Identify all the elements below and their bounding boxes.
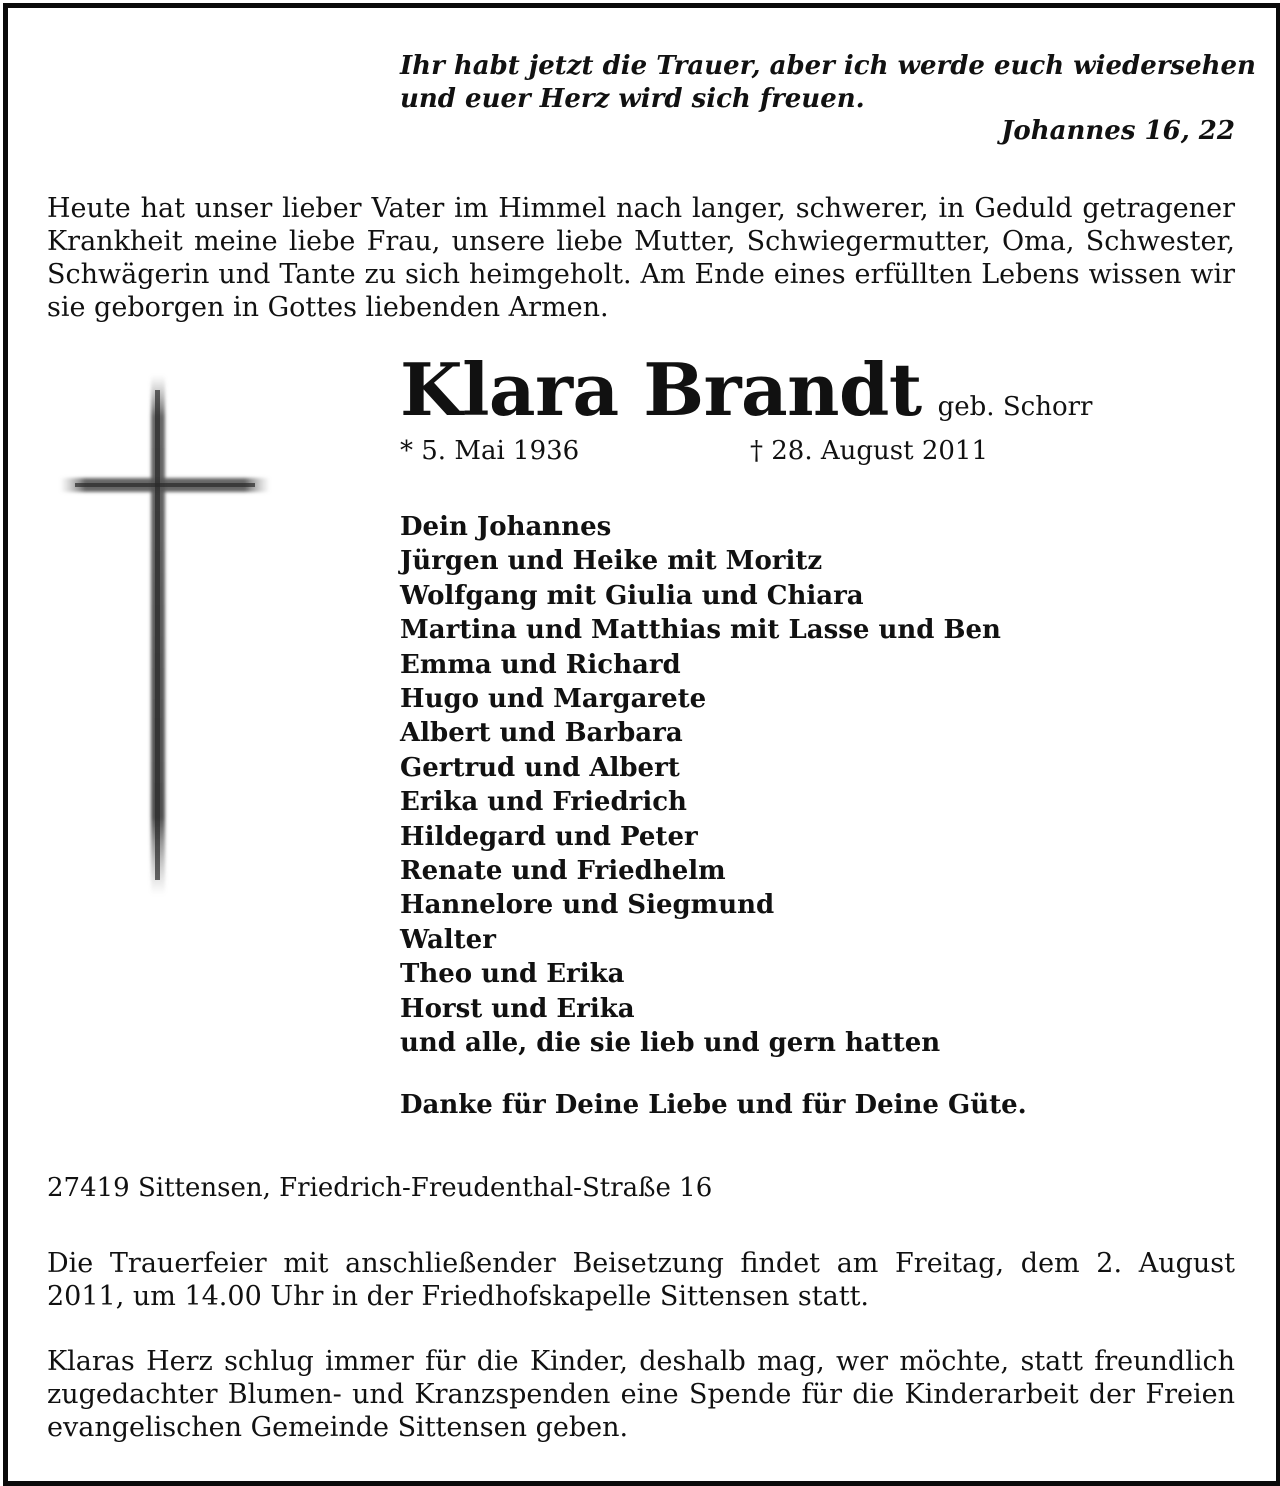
list-item: Emma und Richard <box>400 649 681 680</box>
list-item: Walter <box>400 924 496 955</box>
bible-quote-line-1: Ihr habt jetzt die Trauer, aber ich werde euch wiedersehen <box>400 51 1256 81</box>
donation-paragraph: Klaras Herz schlug immer für die Kinder, deshalb mag, wer möchte, statt freundlich zugedachter Blumen- und Kranzspenden eine Spende für die Kinderarbeit der Freien evangelischen Gemeinde Sittensen geben. <box>47 1346 1235 1443</box>
list-item: Renate und Friedhelm <box>400 856 726 887</box>
list-item: Erika und Friedrich <box>400 787 687 818</box>
maiden-name: geb. Schorr <box>937 392 1093 422</box>
list-item: Dein Johannes <box>400 512 612 542</box>
cross-icon <box>55 370 275 900</box>
list-item: Jürgen und Heike mit Moritz <box>400 546 823 577</box>
death-date: † 28. August 2011 <box>750 436 989 466</box>
list-item: Hugo und Margarete <box>400 684 707 715</box>
bible-reference: Johannes 16, 22 <box>1001 116 1235 146</box>
list-item: Wolfgang mit Giulia und Chiara <box>400 580 864 611</box>
list-item: Martina und Matthias mit Lasse und Ben <box>400 615 1001 646</box>
deceased-name: Klara Brandt <box>400 347 922 432</box>
list-item: Hannelore und Siegmund <box>400 890 775 921</box>
list-item: und alle, die sie lieb und gern hatten <box>400 1028 941 1059</box>
bible-quote-line-2: und euer Herz wird sich freuen. <box>400 84 865 114</box>
thanks-line: Danke für Deine Liebe und für Deine Güte. <box>400 1090 1027 1120</box>
bible-quote <box>400 50 1256 116</box>
family-address: 27419 Sittensen, Friedrich-Freudenthal-Straße 16 <box>47 1173 713 1203</box>
list-item: Albert und Barbara <box>400 718 683 749</box>
list-item: Theo und Erika <box>400 959 625 990</box>
list-item: Gertrud und Albert <box>400 752 680 783</box>
list-item: Horst und Erika <box>400 993 635 1024</box>
funeral-service-paragraph: Die Trauerfeier mit anschließender Beisetzung findet am Freitag, dem 2. August 2011, um 14.00 Uhr in der Friedhofskapelle Sittensen statt. <box>47 1248 1235 1312</box>
mourners-list <box>400 510 1220 1061</box>
intro-paragraph: Heute hat unser lieber Vater im Himmel nach langer, schwerer, in Geduld getragener Krankheit meine liebe Frau, unsere liebe Mutter, Schwiegermutter, Oma, Schwester, Schwägerin und Tante zu sich heimgeholt. Am Ende eines erfüllten Lebens wissen wir sie geborgen in Gottes liebenden Armen. <box>47 193 1235 323</box>
list-item: Hildegard und Peter <box>400 821 698 852</box>
deceased-heading <box>400 347 1240 432</box>
birth-date: * 5. Mai 1936 <box>400 436 580 466</box>
